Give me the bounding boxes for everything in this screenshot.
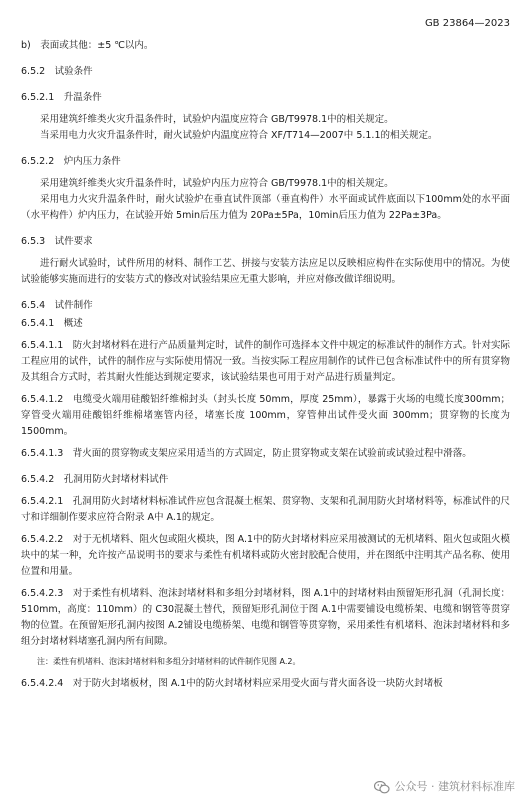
clause-6-5-4-2-1: 6.5.4.2.1 孔洞用防火封堵材料标准试件应包含混凝土框架、贯穿物、支架和孔洞用防火封堵材料等，标准试件的尺寸和详细制作要求应符合附录 A中 A.1的规定。 — [21, 496, 510, 523]
paragraph: 采用建筑纤维类火灾升温条件时，试验炉内温度应符合 GB/T9978.1中的相关规定。 — [40, 114, 394, 125]
section-heading-6-5-2-1: 6.5.2.1 升温条件 — [21, 92, 102, 103]
clause-6-5-4-1-2: 6.5.4.1.2 电缆受火端用硅酸铝纤维棉封头（封头长度 50mm，厚度 25mm），暴露于火场的电缆长度300mm；穿管受火端用硅酸铝纤维棉堵塞管内径，堵塞长度 100mm，穿管伸出试件受火面 300mm；贯穿物的长度为 1500mm。 — [21, 394, 510, 437]
section-heading-6-5-3: 6.5.3 试件要求 — [21, 236, 93, 247]
document-body — [21, 38, 510, 692]
clause-6-5-4-2-4: 6.5.4.2.4 对于防火封堵板材，图 A.1中的防火封堵材料应采用受火面与背火面各设一块防火封堵板 — [21, 678, 443, 689]
section-heading-6-5-4-2: 6.5.4.2 孔洞用防火封堵材料试件 — [21, 474, 169, 485]
watermark — [374, 779, 516, 795]
clause-6-5-4-2-2: 6.5.4.2.2 对于无机堵料、阻火包或阻火模块，图 A.1中的防火封堵材料应采用被测试的无机堵料、阻火包或阻火模块中的某一种，允许按产品说明书的要求与柔性有机堵料或防火密封胶配合使用，并在图纸中注明其产品名称、使用位置和用量。 — [21, 534, 510, 577]
document-code: GB 23864—2023 — [424, 18, 510, 29]
section-heading-6-5-4-1: 6.5.4.1 概述 — [21, 318, 83, 329]
paragraph: 当采用电力火灾升温条件时，耐火试验炉内温度应符合 XF/T714—2007中 5.1.1的相关规定。 — [40, 130, 438, 141]
watermark-text: 公众号 · 建筑材料标准库 — [394, 780, 515, 793]
clause-6-5-4-1-1: 6.5.4.1.1 防火封堵材料在进行产品质量判定时，试件的制作可选择本文件中规定的标准试件的制作方式。针对实际工程应用的试件，试件的制作应与实际使用情况一致。当按实际工程应用制作的试件已包含标准试件中的所有贯穿物及其组合方式时，若其耐火性能达到规定要求，该试验结果也可用于对产品进行质量判定。 — [21, 340, 510, 383]
paragraph: 采用电力火灾升温条件时，耐火试验炉在垂直试件顶部（垂直构件）水平面或试件底面以下100mm处的水平面（水平构件）炉内压力，在试验开始 5min后压力值为 20Pa±5Pa，10min后压力值为 22Pa±3Pa。 — [21, 194, 510, 221]
note: 注：柔性有机堵料、泡沫封堵材料和多组分封堵材料的试件制作见图 A.2。 — [37, 657, 301, 666]
section-heading-6-5-2: 6.5.2 试验条件 — [21, 66, 93, 77]
clause-6-5-4-2-3: 6.5.4.2.3 对于柔性有机堵料、泡沫封堵材料和多组分封堵材料，图 A.1中的封堵材料由预留矩形孔洞（孔洞长度：510mm，高度：110mm）的 C30混凝土替代，预留矩形孔洞位于图 A.1中需要铺设电缆桥架、电缆和钢管等贯穿物的位置。在预留矩形孔洞内按图 A.2铺设电缆桥架、电缆和钢管等贯穿物，采用柔性有机堵料、泡沫封堵材料和多组分封堵材料堵塞孔洞内所有间隙。 — [21, 588, 510, 647]
section-heading-6-5-2-2: 6.5.2.2 炉内压力条件 — [21, 156, 121, 167]
list-item-b: b) 表面或其他：±5 ℃以内。 — [21, 40, 154, 51]
section-heading-6-5-4: 6.5.4 试件制作 — [21, 300, 93, 311]
wechat-icon — [374, 781, 390, 794]
paragraph: 进行耐火试验时，试件所用的材料、制作工艺、拼接与安装方法应足以反映相应构件在实际使用中的情况。为使试验能够实施而进行的安装方式的修改对试验结果应无重大影响，并应对修改做详细说明。 — [21, 258, 510, 285]
paragraph: 采用建筑纤维类火灾升温条件时，试验炉内压力应符合 GB/T9978.1中的相关规定。 — [40, 178, 394, 189]
clause-6-5-4-1-3: 6.5.4.1.3 背火面的贯穿物或支架应采用适当的方式固定，防止贯穿物或支架在试验前或试验过程中滑落。 — [21, 448, 472, 459]
